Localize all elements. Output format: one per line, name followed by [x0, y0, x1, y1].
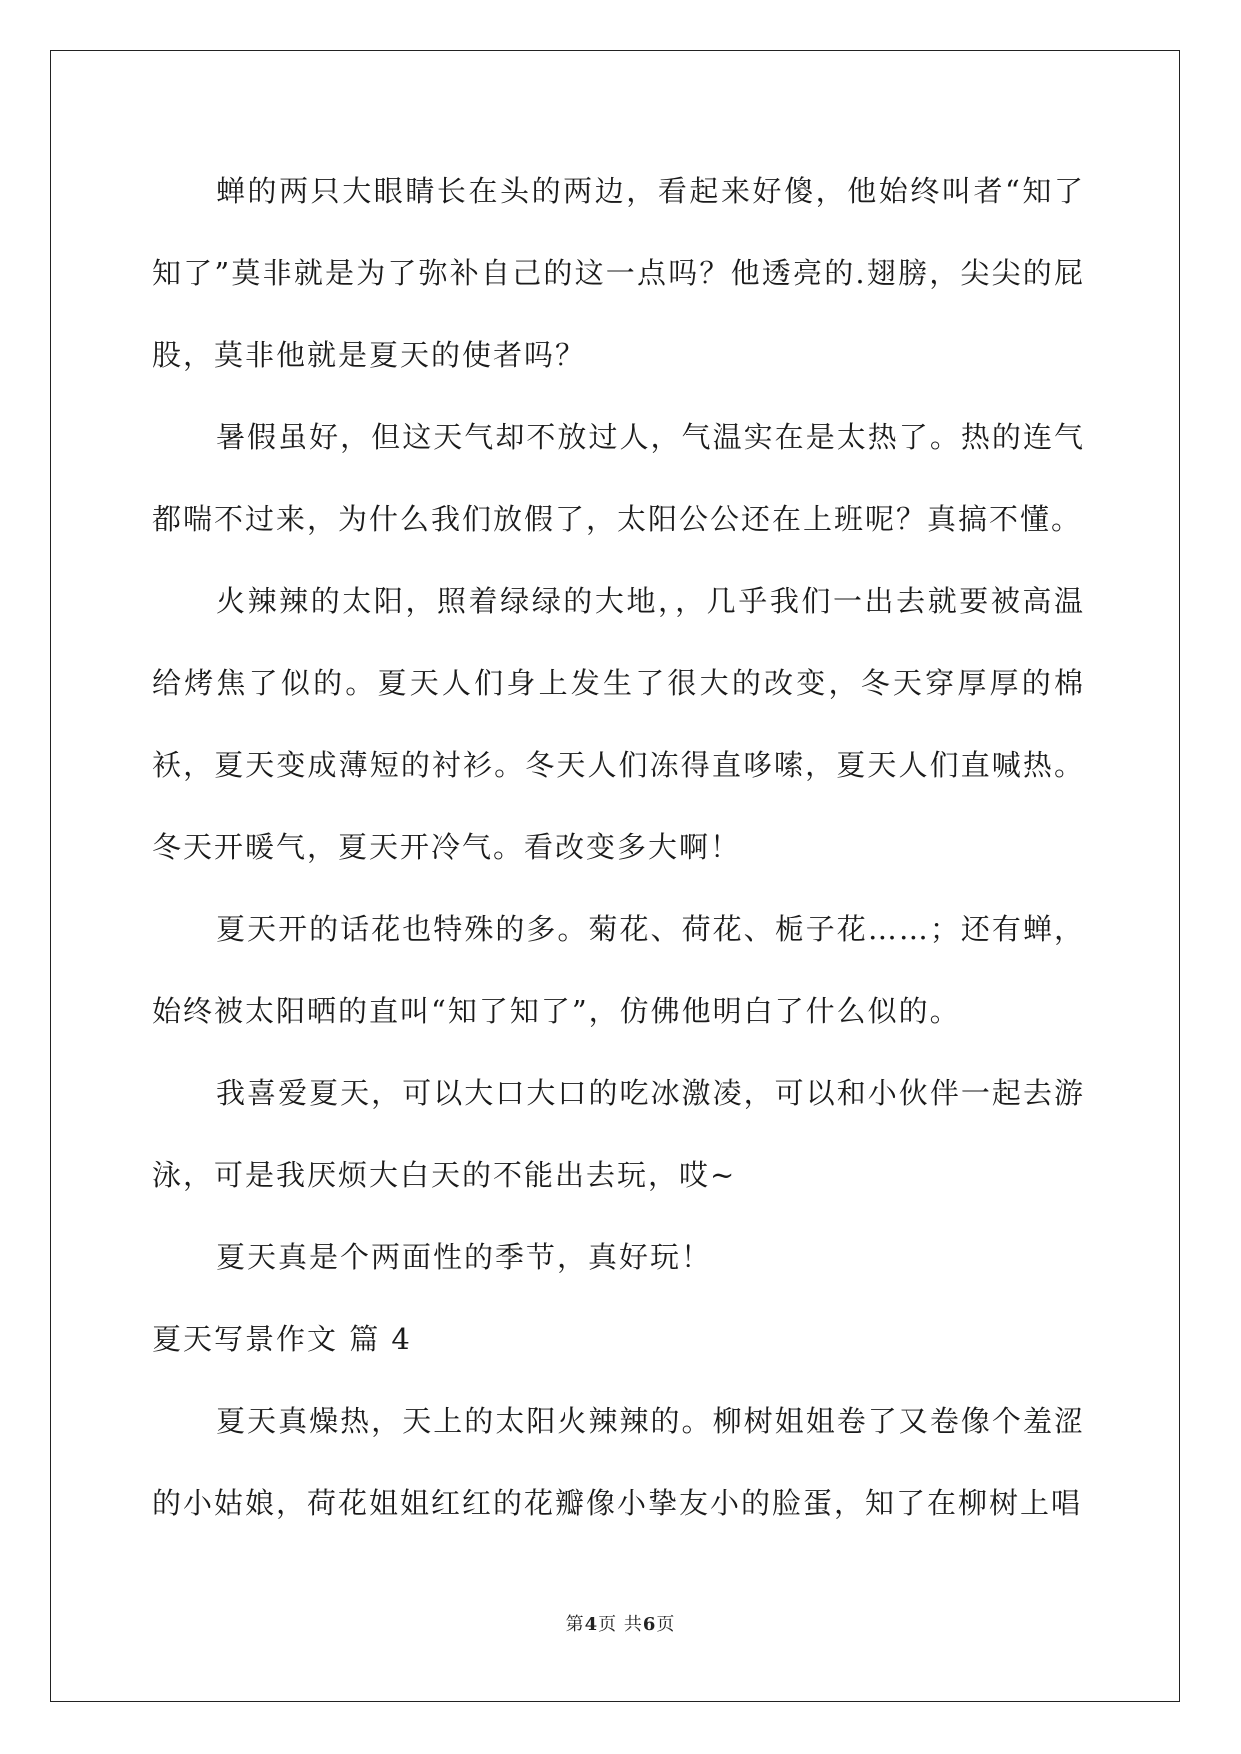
- footer-total-pages: 6: [642, 1614, 657, 1635]
- page-footer: [0, 1610, 1241, 1636]
- paragraph-1: 蝉的两只大眼睛长在头的两边，看起来好傻，他始终叫者“知了知了”莫非就是为了弥补自己的这一点吗？他透亮的.翅膀，尖尖的屁股，莫非他就是夏天的使者吗？: [152, 174, 1085, 372]
- document-body: [152, 150, 1085, 1544]
- footer-current-page: 4: [584, 1614, 599, 1635]
- footer-prefix: 第: [565, 1614, 585, 1635]
- paragraph-5: 我喜爱夏天，可以大口大口的吃冰激凌，可以和小伙伴一起去游泳，可是我厌烦大白天的不能出去玩，哎~: [152, 1076, 1085, 1192]
- paragraph-6: 夏天真是个两面性的季节，真好玩！: [216, 1240, 713, 1274]
- footer-mid: 页 共: [598, 1614, 643, 1635]
- footer-suffix: 页: [656, 1614, 676, 1635]
- paragraph-3: 火辣辣的太阳，照着绿绿的大地，，几乎我们一出去就要被高温给烤焦了似的。夏天人们身上发生了很大的改变，冬天穿厚厚的棉袄，夏天变成薄短的衬衫。冬天人们冻得直哆嗦，夏天人们直喊热。冬天开暖气，夏天开冷气。看改变多大啊！: [152, 584, 1085, 864]
- paragraph-7: 夏天真燥热，天上的太阳火辣辣的。柳树姐姐卷了又卷像个羞涩的小姑娘，荷花姐姐红红的花瓣像小挚友小的脸蛋，知了在柳树上唱: [152, 1404, 1085, 1520]
- paragraph-4: 夏天开的话花也特殊的多。菊花、荷花、栀子花……；还有蝉，始终被太阳晒的直叫“知了知了”，仿佛他明白了什么似的。: [152, 912, 1085, 1028]
- paragraph-2: 暑假虽好，但这天气却不放过人，气温实在是太热了。热的连气都喘不过来，为什么我们放假了，太阳公公还在上班呢？真搞不懂。: [152, 420, 1085, 536]
- section-heading: 夏天写景作文 篇 4: [152, 1322, 412, 1356]
